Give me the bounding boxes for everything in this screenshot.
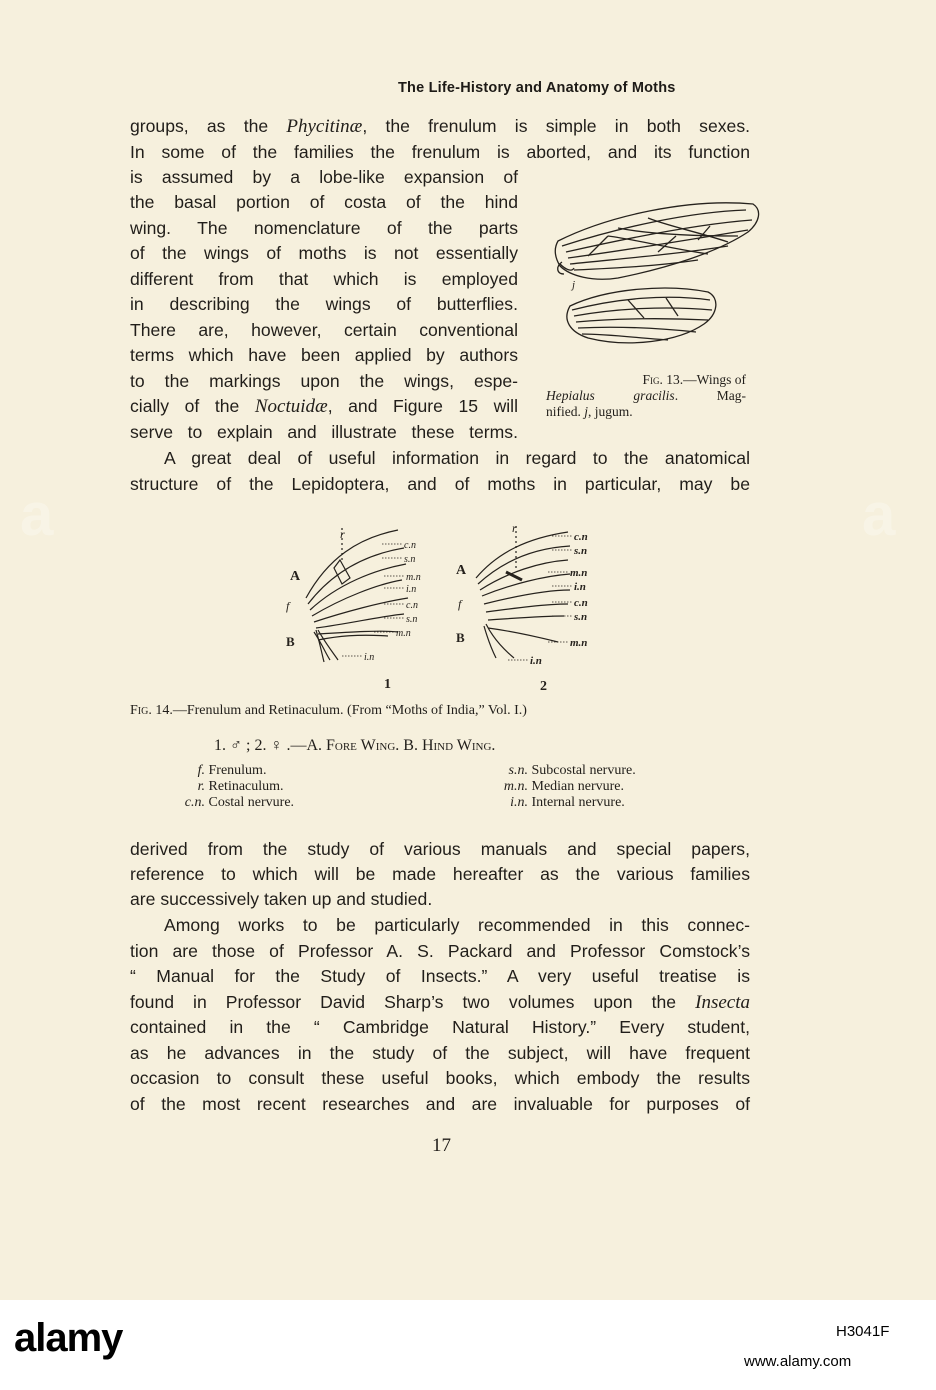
text-line: In some of the families the frenulum is aborted, and its function [130,142,750,162]
page-number: 17 [432,1135,451,1156]
text-line: structure of the Lepidoptera, and of moths in particular, may be [130,474,750,494]
nervure-label: i.n [574,581,586,593]
nervure-label: s.n [574,611,588,623]
figure-14-number-1: 1 [384,677,391,692]
text-line: of the most recent researches and are invaluable for purposes of [130,1094,750,1114]
watermark-left: a [20,481,54,548]
text-line: Among works to be particularly recommended in this connec- [164,915,750,935]
nervure-label: m.n [570,567,588,579]
nervure-label: c.n [574,597,588,609]
figure-14-caption: Fig. 14.—Frenulum and Retinaculum. (From “Moths of India,” Vol. I.) [130,703,527,718]
text-line: found in Professor David Sharp’s two volumes upon the Insecta [130,992,750,1013]
figure-14-number-2: 2 [540,679,547,694]
text-line: occasion to consult these useful books, which embody the results [130,1068,750,1088]
nervure-label: i.n [406,584,417,595]
figure-14-letter-A: A [456,563,467,578]
text-line: groups, as the Phycitinæ, the frenulum is simple in both sexes. [130,116,750,137]
stock-photo-banner [0,1300,936,1390]
text-line: tion are those of Professor A. S. Packard and Professor Comstock’s [130,941,750,961]
figure-14-subtitle: 1. ♂ ; 2. ♀ .—A. Fore Wing. B. Hind Wing. [214,737,496,754]
figure-14-letter-r: r [512,521,517,535]
nervure-label: i.n [364,652,375,663]
running-header: The Life-History and Anatomy of Moths [398,80,676,96]
text-line: wing. The nomenclature of the parts [130,218,518,238]
legend-item: i.n. Internal nervure. [510,795,625,810]
text-line: “ Manual for the Study of Insects.” A very useful treatise is [130,966,750,986]
figure-13-wings-illustration [548,196,768,366]
text-line: terms which have been applied by authors [130,345,518,365]
figure-14-letter-B: B [286,634,295,649]
figure-14-left-labels [342,540,421,663]
figure-14-letter-f: f [458,597,462,611]
text-line: derived from the study of various manuals and special papers, [130,839,750,859]
text-line: There are, however, certain conventional [130,320,518,340]
text-line: different from that which is employed [130,269,518,289]
figure-14-letter-f: f [286,599,290,613]
text-line: contained in the “ Cambridge Natural History.” Every student, [130,1017,750,1037]
nervure-label: c.n [404,540,416,551]
text-line: are successively taken up and studied. [130,889,433,909]
figure-14-letter-B: B [456,630,465,645]
text-line: A great deal of useful information in regard to the anatomical [164,448,750,468]
figure-13-caption: Hepialus gracilis. Mag- [546,388,746,403]
site-url: www.alamy.com [744,1353,852,1370]
alamy-logo: alamy [14,1316,123,1360]
text-line: as he advances in the study of the subject, will have frequent [130,1043,750,1063]
nervure-label: s.n [404,554,416,565]
figure-14-letter-A: A [290,569,301,584]
nervure-label: i.n [530,655,542,667]
legend-item: f. Frenulum. [197,763,267,778]
figure-14-illustration [278,518,628,700]
text-line: the basal portion of costa of the hind [130,192,518,212]
nervure-label: s.n [574,545,588,557]
figure-13-label-j: j [572,279,576,291]
text-line: to the markings upon the wings, espe- [130,371,518,391]
nervure-label: m.n [396,628,411,639]
nervure-label: m.n [570,637,588,649]
figure-14-letter-r: r [340,527,345,541]
nervure-label: s.n [406,614,418,625]
figure-13-caption: Fig. 13.—Wings of [642,372,746,387]
watermark-right: a [862,481,896,548]
figure-13-caption: nified. j, jugum. [546,404,633,419]
figure-14-right-labels [508,531,588,667]
text-line: is assumed by a lobe-like expansion of [130,167,518,187]
text-line: cially of the Noctuidæ, and Figure 15 will [130,396,519,417]
text-line: in describing the wings of butterflies. [130,294,518,314]
legend-item: m.n. Median nervure. [503,779,625,794]
text-line: serve to explain and illustrate these terms. [130,422,518,442]
legend-item: s.n. Subcostal nervure. [508,763,636,778]
nervure-label: c.n [574,531,588,543]
image-id: H3041F [836,1323,890,1340]
nervure-label: c.n [406,600,418,611]
legend-item: c.n. Costal nervure. [184,795,295,810]
nervure-label: m.n [406,572,421,583]
text-line: of the wings of moths is not essentially [130,243,518,263]
legend-item: r. Retinaculum. [197,779,284,794]
text-line: reference to which will be made hereafter as the various families [130,864,750,884]
